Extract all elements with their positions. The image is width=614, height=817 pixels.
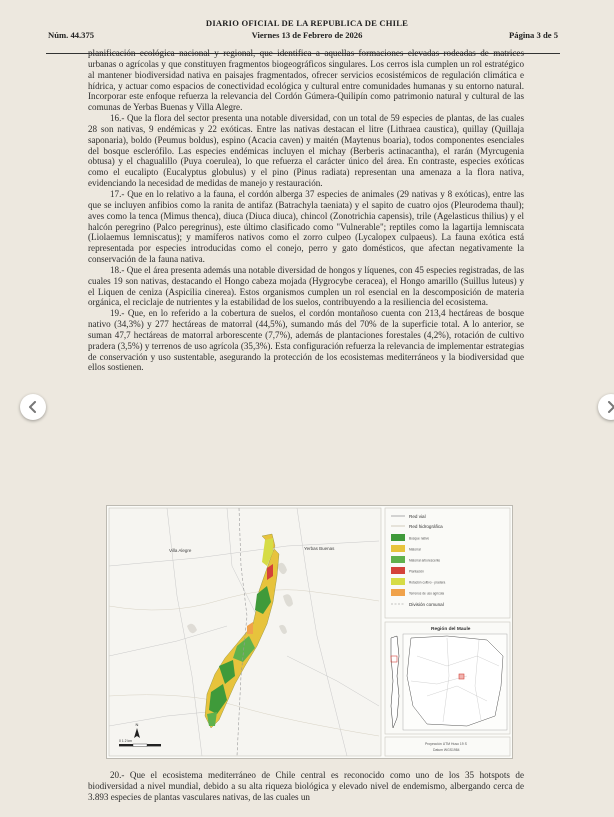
legend-item-label: Bosque nativo (409, 536, 430, 541)
legend-item-label: Rotación cultivo - pradera (409, 580, 446, 585)
inset-title: Región del Maule (431, 627, 471, 632)
body-text-bottom (88, 770, 524, 803)
legend-item-label: Matorral (409, 547, 421, 552)
projection-label: Proyección UTM Huso 19 S (425, 742, 467, 746)
page-header (0, 14, 614, 42)
land-cover-map (106, 505, 513, 759)
issue-date: Viernes 13 de Febrero de 2026 (251, 30, 363, 40)
issue-number: Núm. 44.375 (48, 30, 95, 40)
paragraph-16: 16.- Que la flora del sector presenta una notable diversidad, con un total de 59 especies de plantas, de las cuales 28 son nativas, 9 endémicas y 22 exóticas. Entre las nativas destacan el litre (Lithraea caustica), quillay (Quillaja saponaria), boldo (Peumus boldus), espino (Acacia caven) y maitén (Maytenus boaria), todos componentes esenciales del bosque esclerófilo. Las especies endémicas incluyen el michay (Berberis actinacantha), el rarán (Myrcugenia obtusa) y el chagualillo (Puya coerulea), lo que refuerza el carácter único del área. En contraste, especies exóticas como el eucalipto (Eucalyptus globulus) y el pino (Pinus radiata) representan una amenaza a la flora nativa, evidenciando la necesidad de medidas de manejo y restauración. (88, 113, 524, 189)
legend-river-label: Red hidrográfica (409, 524, 443, 529)
legend-road-label: Red vial (409, 514, 426, 519)
paragraph-18: 18.- Que el área presenta además una notable diversidad de hongos y líquenes, con 45 especies registradas, de las cuales 19 son nativas, destacando el Hongo cabeza mojada (Hygrocybe ceracea), el Hongo amarillo (Suillus luteus) y el Liquen de ceniza (Aspicilia cinerea). Estos organismos cumplen un rol esencial en la descomposición de materia orgánica, el reciclaje de nutrientes y la estabilidad de los suelos, contribuyendo a la resiliencia del ecosistema. (88, 264, 524, 308)
legend-item-label: Matorral arborescente (409, 558, 441, 563)
projection-panel (385, 737, 510, 756)
datum-label: Datum WGS1984 (433, 748, 460, 752)
paragraph-20: 20.- Que el ecosistema mediterráneo de Chile central es reconocido como uno de los 35 hotspots de biodiversidad a nivel mundial, debido a su alta riqueza biológica y elevado nivel de endemismo, albergando cerca de 3.893 especies de plantas vasculares nativas, de las cuales un (88, 770, 524, 802)
previous-page-button[interactable] (20, 394, 46, 420)
page-number: Página 3 de 5 (509, 30, 558, 40)
legend-boundary-label: División comunal (409, 602, 444, 607)
town-label-yerbas-buenas: Yerbas Buenas (304, 546, 335, 551)
paragraph-19: 19.- Que, en lo referido a la cobertura de suelos, el cordón montañoso cuenta con 213,4 hectáreas de bosque nativo (34,3%) y 277 hectáreas de matorral (44,5%), sumando más del 70% de la superficie total. A lo anterior, se suman 47,7 hectáreas de matorral arborescente (7,7%), además de plantaciones forestales (4,2%), rotación de cultivo pradera (3,5%) y terrenos de uso agrícola (35,3%). Esta configuración refuerza la relevancia de implementar estrategias de conservación y uso sustentable, asegurando la protección de los ecosistemas mediterráneos y la biodiversidad que ellos sostienen. (88, 308, 524, 373)
north-label: N (135, 722, 139, 727)
maule-region-inset (403, 634, 507, 730)
legend-item-label: Terrenos de uso agrícola (409, 591, 445, 596)
body-text (88, 48, 524, 373)
chevron-right-icon (606, 401, 614, 413)
gazette-title: DIARIO OFICIAL DE LA REPUBLICA DE CHILE (205, 18, 409, 28)
paragraph-15-continuation: planificación ecológica nacional y regional, que identifica a aquellas formaciones elevadas rodeadas de matrices urbanas o agrícolas y que constituyen fragmentos biogeográficos singulares. Los cerros isla cumplen un rol estratégico al mantener biodiversidad nativa en paisajes fragmentados, ofrecer servicios ecosistémicos de regulación climática e hídrica, y actuar como espacios de conectividad ecológica y cultural entre comunidades humanas y su entorno natural. Incorporar este enfoque refuerza la relevancia del Cordón Gúmera-Quilipín como patrimonio natural y cultural de las comunas de Yerbas Buenas y Villa Alegre. (88, 48, 524, 113)
chevron-left-icon (28, 401, 38, 413)
scale-label: 0 1 2 km (119, 739, 133, 743)
town-label-villa-alegre: Villa Alegre (169, 548, 192, 553)
paragraph-17: 17.- Que en lo relativo a la fauna, el cordón alberga 37 especies de animales (29 nativas y 8 exóticas), entre las que se incluyen anfibios como la ranita de antifaz (Batrachyla taeniata) y el sapito de cuatro ojos (Pleurodema thaul); aves como la tenca (Mimus thenca), diuca (Diuca diuca), chincol (Zonotrichia capensis), trile (Agelasticus thilius) y el halcón peregrino (Palco peregrinus), este último clasificado como "Vulnerable"; reptiles como la lagartija lemniscata (Liolaemus lemniscatus); y mamíferos nativos como el zorro culpeo (Lycalopex culpaeus). La fauna exótica está representada por especies introducidas como el conejo, perro y gato domésticos, que afectan negativamente la conservación de la fauna nativa. (88, 188, 524, 265)
legend-item-label: Plantación (409, 569, 424, 574)
map-figure (107, 506, 512, 758)
